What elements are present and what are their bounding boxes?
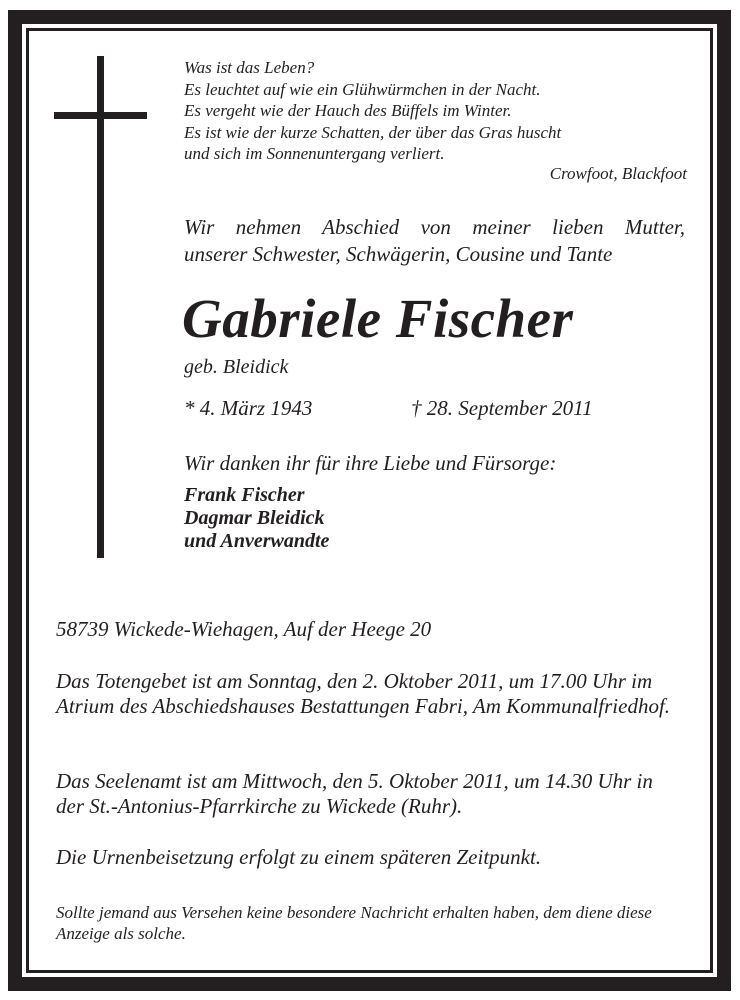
prayer-service-info: Das Totengebet ist am Sonntag, den 2. Oktober 2011, um 17.00 Uhr im Atrium des Abschiedshauses Bestattungen Fabri, Am Kommunalfriedhof. bbox=[56, 669, 671, 718]
signers bbox=[184, 484, 329, 553]
notice-disclaimer: Sollte jemand aus Versehen keine besondere Nachricht erhalten haben, dem diene diese Anzeige als solche. bbox=[56, 903, 652, 943]
deceased-name: Gabriele Fischer bbox=[182, 288, 574, 349]
signer: Dagmar Bleidick bbox=[184, 507, 325, 529]
poem-line: Es vergeht wie der Hauch des Büffels im Winter. bbox=[184, 101, 512, 120]
signer: Frank Fischer bbox=[184, 484, 305, 506]
death-date: † 28. September 2011 bbox=[411, 396, 593, 420]
poem-line: Was ist das Leben? bbox=[184, 58, 315, 77]
address: 58739 Wickede-Wiehagen, Auf der Heege 20 bbox=[56, 617, 432, 641]
maiden-name: geb. Bleidick bbox=[184, 356, 289, 378]
cross-horizontal-bar bbox=[54, 112, 147, 119]
poem-line: Es leuchtet auf wie ein Glühwürmchen in der Nacht. bbox=[184, 79, 541, 99]
signer: und Anverwandte bbox=[184, 530, 330, 552]
poem-author: Crowfoot, Blackfoot bbox=[549, 164, 687, 183]
urn-burial-info: Die Urnenbeisetzung erfolgt zu einem späteren Zeitpunkt. bbox=[56, 845, 542, 869]
birth-date: * 4. März 1943 bbox=[184, 396, 313, 420]
cross-vertical-bar bbox=[97, 56, 104, 558]
thanks-text: Wir danken ihr für ihre Liebe und Fürsorge: bbox=[184, 451, 557, 475]
farewell-line: Wir nehmen Abschied von meiner lieben Mutter, bbox=[184, 215, 685, 239]
poem-line: Es ist wie der kurze Schatten, der über das Gras huscht bbox=[184, 122, 562, 142]
poem-line: und sich im Sonnenuntergang verliert. bbox=[184, 144, 445, 163]
farewell-line: unserer Schwester, Schwägerin, Cousine und Tante bbox=[184, 242, 613, 266]
poem bbox=[184, 57, 561, 165]
farewell-text bbox=[184, 214, 685, 268]
requiem-mass-info: Das Seelenamt ist am Mittwoch, den 5. Oktober 2011, um 14.30 Uhr in der St.-Antonius-Pfarrkirche zu Wickede (Ruhr). bbox=[56, 769, 653, 818]
